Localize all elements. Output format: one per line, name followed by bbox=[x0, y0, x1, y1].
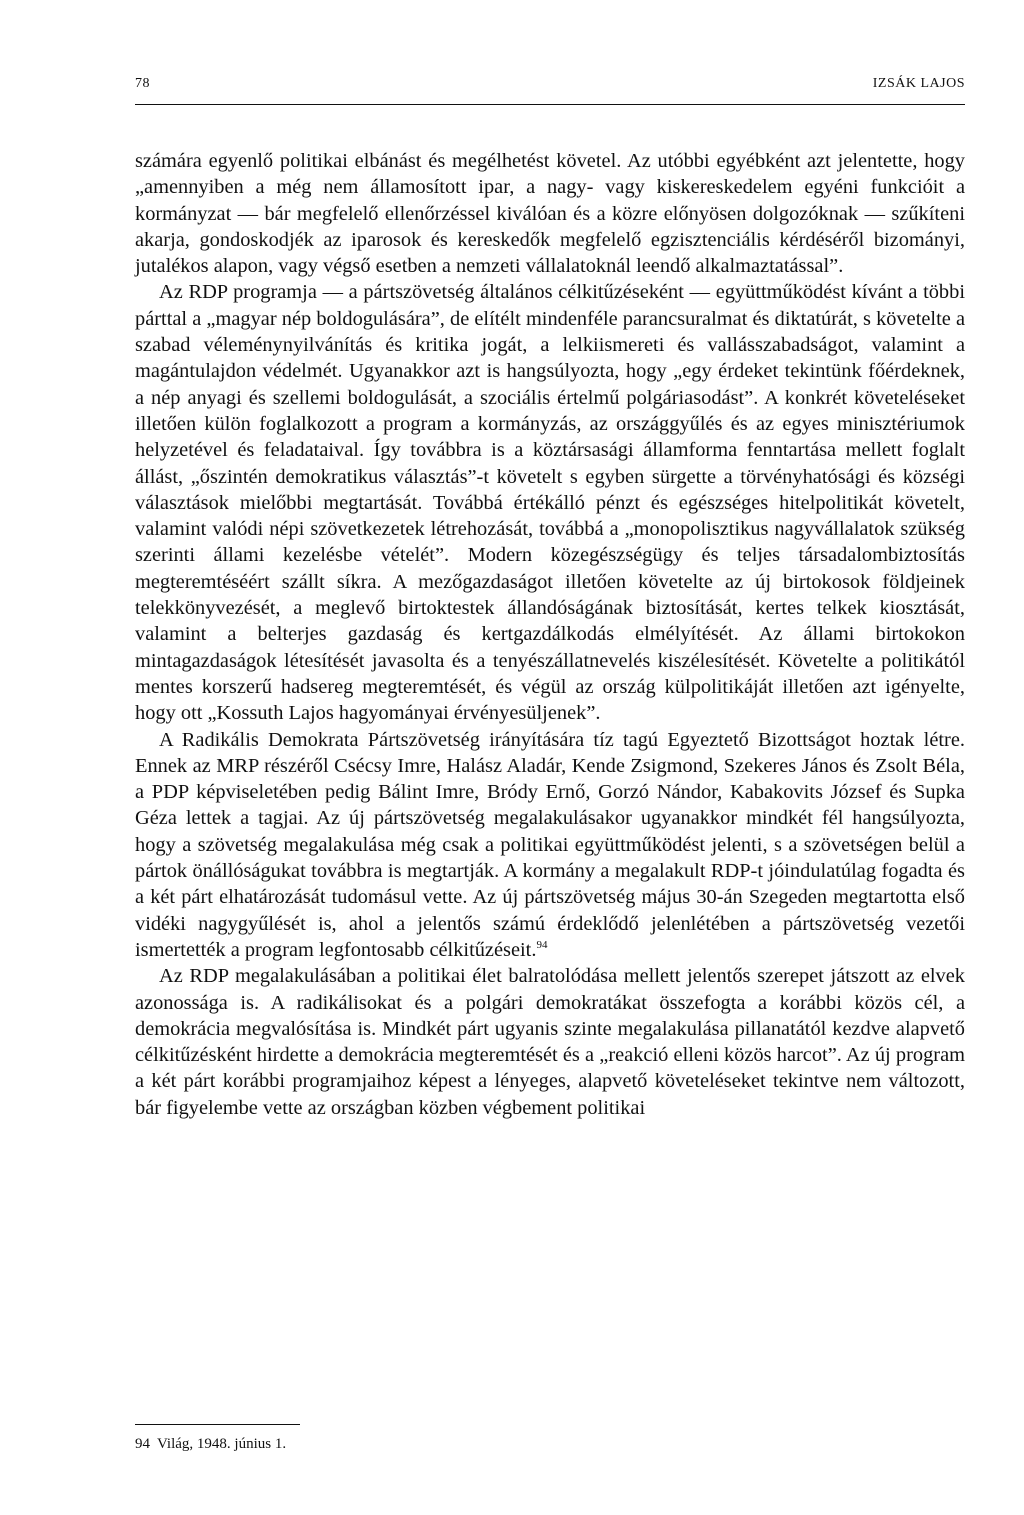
footnote-number: 94 bbox=[135, 1436, 150, 1452]
header-rule bbox=[135, 104, 965, 105]
page-number: 78 bbox=[135, 76, 150, 91]
paragraph-3-text: A Radikális Demokrata Pártszövetség irányítására tíz tagú Egyeztető Bizottságot hoztak létre. Ennek az MRP részéről Csécsy Imre, Halász Aladár, Kende Zsigmond, Szekeres János és Zsolt Béla, a PDP képviseletében pedig Bálint Imre, Bródy Ernő, Gorzó Nándor, Kabakovits József és Supka Géza lettek a tagjai. Az új pártszövetség megalakulásakor ugyanakkor mindkét fél hangsúlyozta, hogy a szövetség megalakulása még csak a politikai együttműködést jelenti, s a szövetségen belül a pártok önállóságukat továbbra is megtartják. A kormány a megalakult RDP-t jóindulatúlag fogadta és a két párt elhatározását tudomásul vette. Az új pártszövetség május 30-án Szegeden megtartotta első vidéki nagygyűlését is, ahol a jelentős számú érdeklődő jelenlétében a pártszövetség vezetői ismertették a program legfontosabb célkitűzéseit. bbox=[135, 728, 965, 961]
footnote-reference[interactable]: 94 bbox=[536, 939, 548, 952]
footnote-rule bbox=[135, 1424, 300, 1425]
paragraph-3 bbox=[135, 727, 965, 964]
paragraph-2: Az RDP programja — a pártszövetség általános célkitűzéseként — együttműködést kívánt a többi párttal a „magyar nép boldogulására”, de elítélt mindenféle parancsuralmat és diktatúrát, s követelte a szabad véleménynyilvánítás és kritika jogát, a lelkiismereti és vallásszabadságot, valamint a magántulajdon védelmét. Ugyanakkor azt is hangsúlyozta, hogy „egy érdeket tekintünk főérdeknek, a nép anyagi és szellemi boldogulását, a szociális értelmű polgáriasodást”. A konkrét követeléseket illetően külön foglalkozott a program a kormányzás, az országgyűlés és az egyes minisztériumok helyzetével és feladataival. Így továbbra is a köztársasági államforma fenntartása mellett foglalt állást, „őszintén demokratikus választás”-t követelt s egyben sürgette a törvényhatósági és községi választások mielőbbi megtartását. Továbbá értékálló pénzt és egészséges hitelpolitikát követelt, valamint valódi népi szövetkezetek létrehozását, továbbá a „monopolisztikus nagyvállalatok szükség szerinti állami kezelésbe vételét”. Modern közegészségügy és teljes társadalombiztosítás megteremtéséért szállt síkra. A mezőgazdaságot illetően követelte az új birtokosok földjeinek telekkönyvezését, a meglevő birtoktestek állandóságának biztosítását, kertes telkek kiosztását, valamint a belterjes gazdaság és kertgazdálkodás elmélyítését. Az állami birtokokon mintagazdaságok létesítését javasolta és a tenyészállatnevelés kiszélesítését. Követelte a politikától mentes korszerű hadsereg megteremtését, és végül az ország külpolitikáját illetően azt igényelte, hogy ott „Kossuth Lajos hagyományai érvényesüljenek”. bbox=[135, 281, 965, 725]
running-head bbox=[135, 70, 965, 98]
running-head-author: IZSÁK LAJOS bbox=[872, 76, 965, 91]
body-text bbox=[135, 148, 965, 1121]
paragraph-1: számára egyenlő politikai elbánást és megélhetést követel. Az utóbbi egyébként azt jelentette, hogy „amennyiben a még nem államosított ipar, a nagy- vagy kiskereskedelem egyéni funkcióit a kormányzat — bár megfelelő ellenőrzéssel kiválóan és a közre előnyösen dolgozóknak — szűkíteni akarja, gondoskodjék az iparosok és kereskedők megfelelő egzisztenciális kérdéséről bizományi, jutalékos alapon, vagy végső esetben a nemzeti vállalatoknál leendő alkalmaztatással”. bbox=[135, 150, 965, 278]
book-page bbox=[135, 70, 965, 1452]
footnote-text: Világ, 1948. június 1. bbox=[157, 1436, 287, 1452]
footnote bbox=[135, 1434, 286, 1454]
paragraph-4: Az RDP megalakulásában a politikai élet balratolódása mellett jelentős szerepet játszott az elvek azonossága is. A radikálisokat és a polgári demokratákat összefogta a korábbi közös cél, a demokrácia megvalósítása is. Mindkét párt ugyanis szinte megalakulása pillanatától kezdve alapvető célkitűzésként hirdette a demokrácia megteremtését és a „reakció elleni közös harcot”. Az új program a két párt korábbi programjaihoz képest a lényeges, alapvető követeléseket tekintve nem változott, bár figyelembe vette az országban közben végbement politikai bbox=[135, 965, 965, 1119]
